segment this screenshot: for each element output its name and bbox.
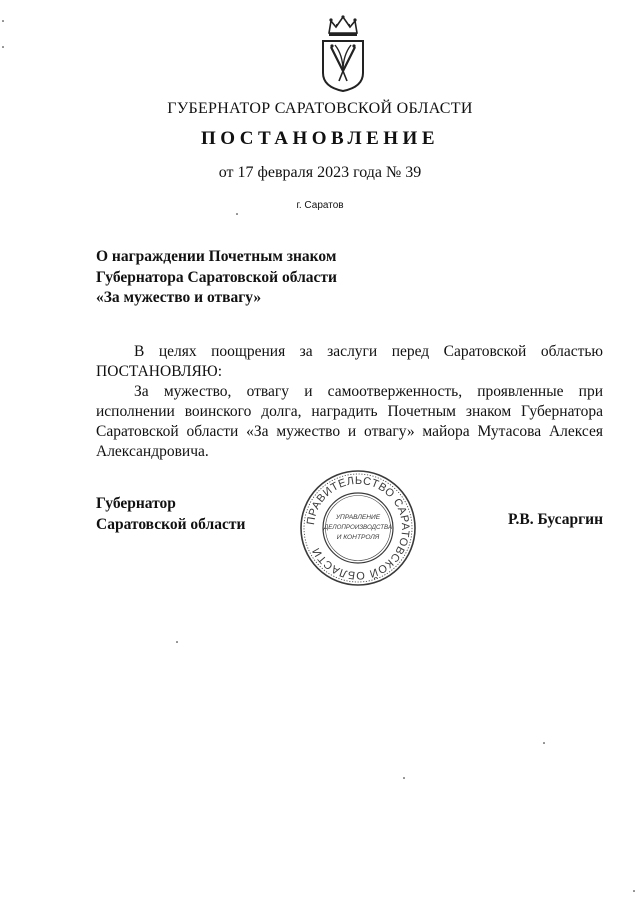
scan-speck — [2, 20, 4, 22]
government-title: ГУБЕРНАТОР САРАТОВСКОЙ ОБЛАСТИ — [167, 100, 473, 117]
signer-name: Р.В. Бусаргин — [508, 511, 603, 528]
signer-position-line: Саратовской области — [96, 515, 246, 533]
stamp-center-line: И КОНТРОЛЯ — [336, 534, 380, 541]
document-body — [96, 342, 603, 462]
document-date-number: от 17 февраля 2023 года № 39 — [218, 164, 422, 181]
subject-line: О награждении Почетным знаком — [96, 248, 337, 265]
scan-speck — [2, 46, 4, 48]
scan-speck — [403, 777, 405, 779]
body-paragraph: За мужество, отвагу и самоотверженность, проявленные при исполнении воинского долга, наградить Почетным знаком Губернатора Саратовской области «За мужество и отвагу» майора Мутасова Алексея Александровича. — [96, 383, 603, 460]
signer-position — [96, 494, 245, 535]
signer-position-line: Губернатор — [96, 495, 176, 512]
document-subject — [96, 247, 396, 309]
stamp-center-line: ДЕЛОПРОИЗВОДСТВА — [323, 524, 393, 531]
official-round-stamp-icon — [298, 468, 418, 588]
scan-speck — [176, 641, 178, 643]
scan-speck — [543, 742, 545, 744]
document-city: г. Саратов — [296, 200, 344, 211]
saratov-coat-of-arms-icon — [317, 15, 369, 93]
scan-speck — [633, 890, 635, 892]
document-type-heading: ПОСТАНОВЛЕНИЕ — [200, 128, 440, 149]
scan-speck — [236, 213, 238, 215]
stamp-center-line: УПРАВЛЕНИЕ — [335, 514, 381, 521]
stamp-ring-text: ПРАВИТЕЛЬСТВО САРАТОВСКОЙ ОБЛАСТИ — [304, 474, 412, 582]
body-paragraph: В целях поощрения за заслуги перед Саратовской областью ПОСТАНОВЛЯЮ: — [96, 343, 603, 380]
subject-line: «За мужество и отвагу» — [96, 289, 262, 306]
subject-line: Губернатора Саратовской области — [96, 268, 337, 286]
